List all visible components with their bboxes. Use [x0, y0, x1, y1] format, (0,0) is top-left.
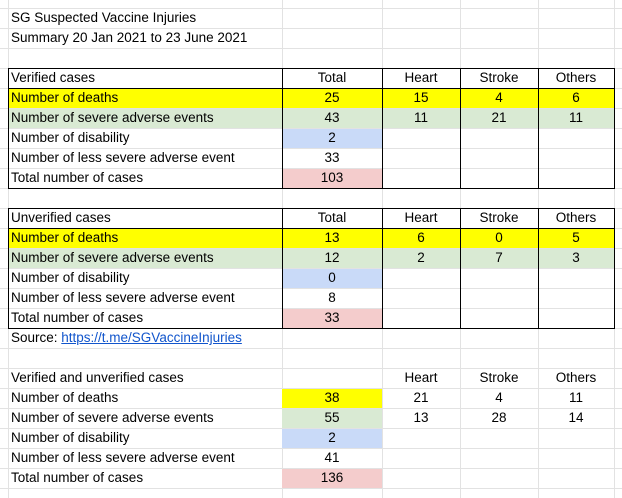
- combined-disability-row: [0, 428, 622, 448]
- verified-disability-row: [0, 128, 622, 148]
- unverified-less-severe-label[interactable]: Number of less severe adverse event: [11, 290, 235, 305]
- combined-deaths-row: [0, 388, 622, 408]
- sheet-title[interactable]: SG Suspected Vaccine Injuries: [11, 10, 197, 25]
- combined-total-label[interactable]: Total number of cases: [11, 470, 144, 485]
- verified-header-heart[interactable]: Heart: [404, 70, 438, 85]
- unverified-severe-label[interactable]: Number of severe adverse events: [8, 248, 282, 268]
- unverified-deaths-row: [0, 228, 622, 248]
- combined-header-row: [0, 368, 622, 388]
- combined-severe-row: [0, 408, 622, 428]
- verified-total-row: [0, 168, 622, 188]
- unverified-header-total[interactable]: Total: [317, 210, 347, 225]
- verified-deaths-row: [0, 88, 622, 108]
- verified-severe-row: [0, 108, 622, 128]
- verified-severe-total[interactable]: 43: [282, 108, 382, 128]
- verified-header-stroke[interactable]: Stroke: [479, 70, 519, 85]
- unverified-less-severe-row: [0, 288, 622, 308]
- combined-header-heart[interactable]: Heart: [404, 370, 438, 385]
- title-row-1: [0, 8, 622, 28]
- combined-severe-heart[interactable]: 13: [413, 410, 429, 425]
- unverified-severe-others[interactable]: 3: [538, 248, 614, 268]
- unverified-total-value[interactable]: 33: [282, 308, 382, 328]
- source-link[interactable]: https://t.me/SGVaccineInjuries: [61, 330, 242, 345]
- verified-header-others[interactable]: Others: [555, 70, 597, 85]
- combined-disability-total[interactable]: 2: [282, 428, 382, 448]
- combined-total-value[interactable]: 136: [282, 468, 382, 488]
- unverified-disability-row: [0, 268, 622, 288]
- combined-deaths-stroke[interactable]: 4: [495, 390, 503, 405]
- combined-less-severe-total[interactable]: 41: [324, 450, 340, 465]
- verified-less-severe-row: [0, 148, 622, 168]
- combined-total-row: [0, 468, 622, 488]
- combined-severe-total[interactable]: 55: [282, 408, 382, 428]
- verified-deaths-label[interactable]: Number of deaths: [8, 88, 282, 108]
- unverified-deaths-label[interactable]: Number of deaths: [8, 228, 282, 248]
- combined-deaths-heart[interactable]: 21: [413, 390, 429, 405]
- verified-total-value[interactable]: 103: [282, 168, 382, 188]
- verified-less-severe-label[interactable]: Number of less severe adverse event: [11, 150, 235, 165]
- combined-disability-label[interactable]: Number of disability: [11, 430, 130, 445]
- unverified-total-label[interactable]: Total number of cases: [11, 310, 144, 325]
- combined-severe-stroke[interactable]: 28: [491, 410, 507, 425]
- combined-header-label[interactable]: Verified and unverified cases: [11, 370, 184, 385]
- unverified-total-row: [0, 308, 622, 328]
- verified-deaths-heart[interactable]: 15: [382, 88, 460, 108]
- unverified-deaths-others[interactable]: 5: [538, 228, 614, 248]
- unverified-header-stroke[interactable]: Stroke: [479, 210, 519, 225]
- verified-less-severe-total[interactable]: 33: [324, 150, 340, 165]
- unverified-header-heart[interactable]: Heart: [404, 210, 438, 225]
- verified-header-label[interactable]: Verified cases: [11, 70, 96, 85]
- combined-deaths-total[interactable]: 38: [282, 388, 382, 408]
- verified-disability-label[interactable]: Number of disability: [11, 130, 130, 145]
- verified-total-label[interactable]: Total number of cases: [11, 170, 144, 185]
- combined-severe-others[interactable]: 14: [568, 410, 584, 425]
- title-row-2: [0, 28, 622, 48]
- verified-severe-heart[interactable]: 11: [382, 108, 460, 128]
- source-label: Source:: [11, 330, 62, 345]
- unverified-disability-total[interactable]: 0: [282, 268, 382, 288]
- sheet-subtitle[interactable]: Summary 20 Jan 2021 to 23 June 2021: [11, 30, 248, 45]
- verified-header-row: [0, 68, 622, 88]
- verified-severe-stroke[interactable]: 21: [460, 108, 538, 128]
- verified-deaths-stroke[interactable]: 4: [460, 88, 538, 108]
- unverified-severe-row: [0, 248, 622, 268]
- unverified-severe-stroke[interactable]: 7: [460, 248, 538, 268]
- unverified-header-row: [0, 208, 622, 228]
- combined-deaths-label[interactable]: Number of deaths: [11, 390, 119, 405]
- combined-less-severe-label[interactable]: Number of less severe adverse event: [11, 450, 235, 465]
- unverified-header-label[interactable]: Unverified cases: [11, 210, 111, 225]
- verified-header-total[interactable]: Total: [317, 70, 347, 85]
- combined-deaths-others[interactable]: 11: [568, 390, 583, 405]
- unverified-severe-total[interactable]: 12: [282, 248, 382, 268]
- combined-header-stroke[interactable]: Stroke: [479, 370, 519, 385]
- source-row: [0, 328, 622, 348]
- verified-severe-label[interactable]: Number of severe adverse events: [8, 108, 282, 128]
- combined-severe-label[interactable]: Number of severe adverse events: [11, 410, 214, 425]
- verified-deaths-others[interactable]: 6: [538, 88, 614, 108]
- combined-header-others[interactable]: Others: [555, 370, 597, 385]
- unverified-deaths-stroke[interactable]: 0: [460, 228, 538, 248]
- unverified-severe-heart[interactable]: 2: [382, 248, 460, 268]
- combined-less-severe-row: [0, 448, 622, 468]
- verified-deaths-total[interactable]: 25: [282, 88, 382, 108]
- unverified-deaths-total[interactable]: 13: [282, 228, 382, 248]
- unverified-less-severe-total[interactable]: 8: [328, 290, 336, 305]
- unverified-deaths-heart[interactable]: 6: [382, 228, 460, 248]
- verified-severe-others[interactable]: 11: [538, 108, 614, 128]
- source-cell[interactable]: [8, 328, 282, 348]
- unverified-disability-label[interactable]: Number of disability: [11, 270, 130, 285]
- unverified-header-others[interactable]: Others: [555, 210, 597, 225]
- verified-disability-total[interactable]: 2: [282, 128, 382, 148]
